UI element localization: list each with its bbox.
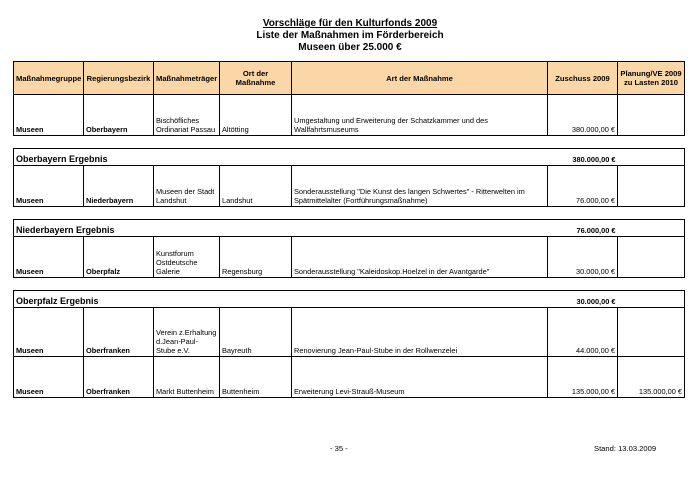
result-row — [14, 291, 685, 308]
cell-traeger: Markt Buttenheim — [154, 357, 220, 398]
cell-ort: Bayreuth — [220, 308, 292, 357]
col-header-gruppe: Maßnahmegruppe — [14, 62, 84, 95]
cell-traeger: Verein z.Erhaltung d.Jean-Paul-Stube e.V. — [154, 308, 220, 357]
cell-traeger: Bischöfliches Ordinariat Passau — [154, 95, 220, 136]
title-line-3: Museen über 25.000 € — [298, 42, 402, 53]
cell-zuschuss: 44.000,00 € — [548, 308, 618, 357]
col-header-zuschuss: Zuschuss 2009 — [548, 62, 618, 95]
table-row — [14, 308, 685, 357]
cell-bezirk: Niederbayern — [84, 166, 154, 207]
cell-gruppe: Museen — [14, 308, 84, 357]
cell-zuschuss: 30.000,00 € — [548, 237, 618, 278]
result-row — [14, 149, 685, 166]
cell-bezirk: Oberpfalz — [84, 237, 154, 278]
col-header-ort: Ort der Maßnahme — [220, 62, 292, 95]
result-label: Oberpfalz Ergebnis — [14, 291, 548, 308]
cell-planung — [618, 166, 685, 207]
table-row — [14, 166, 685, 207]
cell-ort: Buttenheim — [220, 357, 292, 398]
cell-zuschuss: 76.000,00 € — [548, 166, 618, 207]
spacer-row — [14, 207, 685, 220]
cell-gruppe: Museen — [14, 357, 84, 398]
cell-art: Sonderausstellung "Kaleidoskop.Hoelzel in der Avantgarde" — [292, 237, 548, 278]
page-number: - 35 - — [330, 444, 348, 453]
table-header-row — [14, 62, 685, 95]
spacer-row — [14, 136, 685, 149]
stand-date: Stand: 13.03.2009 — [594, 444, 657, 453]
result-label: Oberbayern Ergebnis — [14, 149, 548, 166]
title-line-1: Vorschläge für den Kulturfonds 2009 — [262, 18, 438, 29]
col-header-traeger: Maßnahmeträger — [154, 62, 220, 95]
result-value: 76.000,00 € — [548, 220, 618, 237]
col-header-art: Art der Maßnahme — [292, 62, 548, 95]
cell-art: Renovierung Jean-Paul-Stube in der Rollwenzelei — [292, 308, 548, 357]
cell-planung — [618, 308, 685, 357]
col-header-planung: Planung/VE 2009 zu Lasten 2010 — [618, 62, 685, 95]
cell-planung: 135.000,00 € — [618, 357, 685, 398]
cell-zuschuss: 380.000,00 € — [548, 95, 618, 136]
result-label: Niederbayern Ergebnis — [14, 220, 548, 237]
cell-bezirk: Oberfranken — [84, 308, 154, 357]
cell-traeger: Museen der Stadt Landshut — [154, 166, 220, 207]
cell-bezirk: Oberfranken — [84, 357, 154, 398]
measures-table — [13, 61, 685, 398]
cell-planung — [618, 237, 685, 278]
cell-planung — [618, 95, 685, 136]
title-line-2: Liste der Maßnahmen im Förderbereich — [256, 30, 444, 41]
cell-gruppe: Museen — [14, 166, 84, 207]
cell-art: Erweiterung Levi-Strauß-Museum — [292, 357, 548, 398]
result-value: 30.000,00 € — [548, 291, 618, 308]
table-row — [14, 95, 685, 136]
cell-art: Umgestaltung und Erweiterung der Schatzkammer und des Wallfahrtsmuseums — [292, 95, 548, 136]
cell-traeger: Kunstforum Ostdeutsche Galerie — [154, 237, 220, 278]
result-value: 380.000,00 € — [548, 149, 618, 166]
cell-gruppe: Museen — [14, 95, 84, 136]
cell-bezirk: Oberbayern — [84, 95, 154, 136]
table-row — [14, 357, 685, 398]
cell-ort: Altötting — [220, 95, 292, 136]
cell-zuschuss: 135.000,00 € — [548, 357, 618, 398]
document-title — [0, 18, 700, 54]
cell-ort: Regensburg — [220, 237, 292, 278]
cell-art: Sonderausstellung "Die Kunst des langen Schwertes" - Ritterwelten im Spätmittelalter (Fortführungsmaßnahme) — [292, 166, 548, 207]
spacer-row — [14, 278, 685, 291]
result-row — [14, 220, 685, 237]
table-row — [14, 237, 685, 278]
cell-ort: Landshut — [220, 166, 292, 207]
col-header-bezirk: Regierungsbezirk — [84, 62, 154, 95]
cell-gruppe: Museen — [14, 237, 84, 278]
